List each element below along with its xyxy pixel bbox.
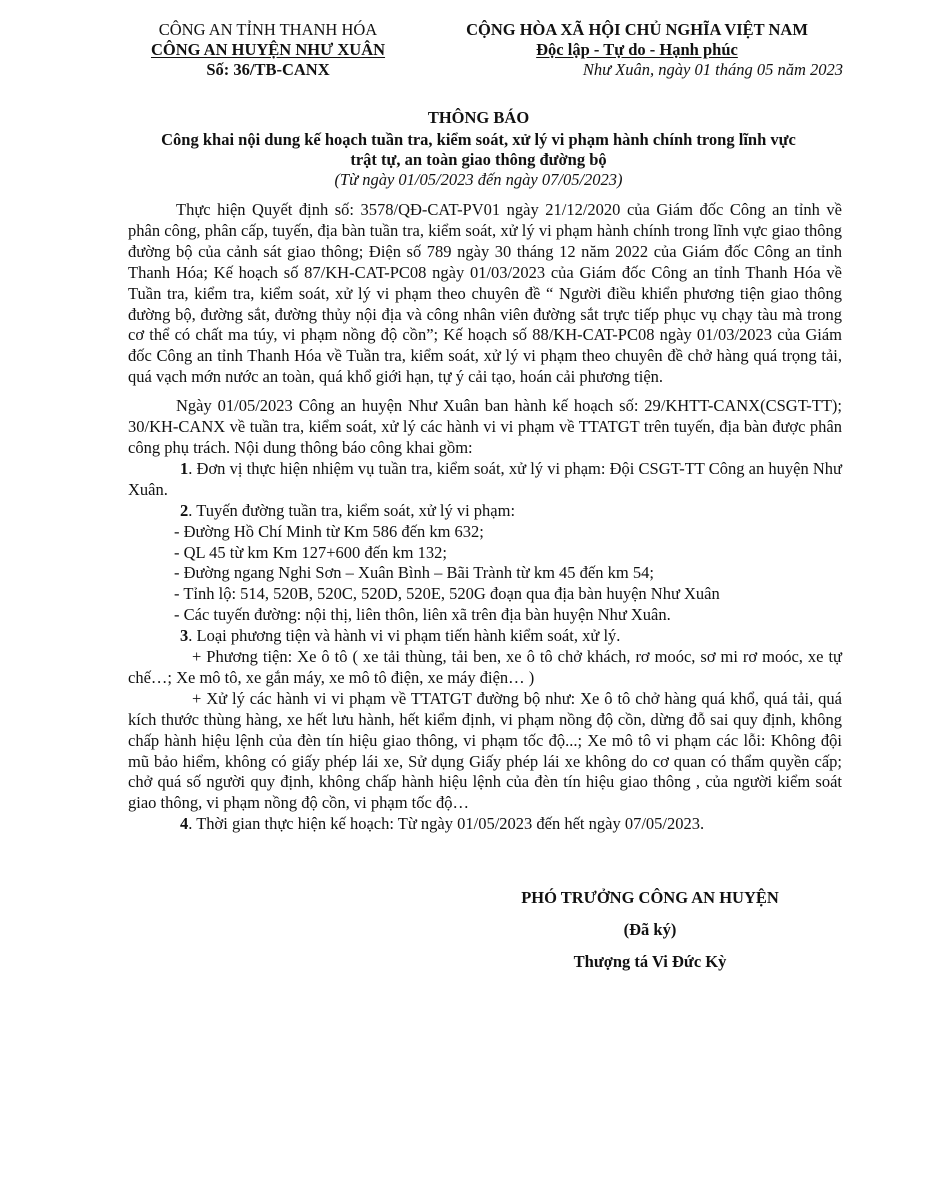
title-period: (Từ ngày 01/05/2023 đến ngày 07/05/2023) [334, 170, 623, 189]
route-item: - Đường ngang Nghi Sơn – Xuân Bình – Bãi Trành từ km 45 đến km 54; [174, 563, 654, 583]
item-1-number: 1 [180, 458, 189, 478]
item-1-text: . Đơn vị thực hiện nhiệm vụ tuần tra, kiểm soát, xử lý vi phạm: Đội CSGT-TT Công an huyện Như Xuân. [128, 458, 842, 499]
route-item: - Tỉnh lộ: 514, 520B, 520C, 520D, 520E, 520G đoạn qua địa bàn huyện Như Xuân [174, 584, 720, 604]
item-3 [128, 626, 842, 647]
item-4 [128, 814, 842, 835]
violation-types: + Xử lý các hành vi vi phạm về TTATGT đường bộ như: Xe ô tô chở hàng quá khổ, quá tải, quá kích thước thùng hàng, xe hết lưu hành, hết kiểm định, vi phạm nồng độ cồn, dừng đỗ sai quy định, không chấp hành hiệu lệnh của đèn tín hiệu giao thông, vi phạm tốc độ...; Xe mô tô vi phạm các lỗi: Không đội mũ bảo hiểm, không có giấy phép lái xe, Sử dụng Giấy phép lái xe không do cơ quan có thẩm quyền cấp; chở quá số người quy định, không chấp hành hiệu lệnh của đèn tín hiệu giao thông , của người kiểm soát giao thông, vi phạm nồng độ cồn, vi phạm tốc độ… [128, 688, 842, 813]
document-body [128, 200, 842, 835]
title-block [110, 108, 847, 190]
item-4-text: . Thời gian thực hiện kế hoạch: Từ ngày 01/05/2023 đến hết ngày 07/05/2023. [188, 814, 705, 834]
issuer-parent: CÔNG AN TỈNH THANH HÓA [158, 20, 378, 39]
item-2-text: . Tuyến đường tuần tra, kiểm soát, xử lý vi phạm: [188, 500, 516, 520]
paragraph-plan-issue: Ngày 01/05/2023 Công an huyện Như Xuân ban hành kế hoạch số: 29/KHTT-CANX(CSGT-TT); 30/KH-CANX về tuần tra, kiểm soát, xử lý các hành vi vi phạm về TTATGT trên tuyến, địa bàn được phân công phụ trách. Nội dung thông báo công khai gồm: [128, 396, 842, 457]
document-header [118, 20, 847, 86]
signature-block [500, 884, 800, 980]
signed-note: (Đã ký) [623, 920, 677, 939]
paragraph-legal-basis: Thực hiện Quyết định số: 3578/QĐ-CAT-PV01 ngày 21/12/2020 của Giám đốc Công an tỉnh về phân công, phân cấp, tuyến, địa bàn tuần tra, kiểm soát, xử lý vi phạm hành chính trong lĩnh vực giao thông đường bộ của cảnh sát giao thông; Điện số 789 ngày 30 tháng 12 năm 2022 của Giám đốc Công an tỉnh Thanh Hóa; Kế hoạch số 87/KH-CAT-PC08 ngày 01/03/2023 của Giám đốc Công an tỉnh Thanh Hóa về Tuần tra, kiểm tra, kiểm soát, xử lý vi phạm theo chuyên đề “ Người điều khiển phương tiện giao thông đường bộ, đường sắt, đường thủy nội địa và công nhân viên đường sắt trực tiếp phục vụ chạy tàu mà trong cơ thể có chất ma túy, vi phạm nồng độ cồn”; Kế hoạch số 88/KH-CAT-PC08 ngày 01/03/2023 của Giám đốc Công an tỉnh Thanh Hóa về Tuần tra, kiểm soát, xử lý vi phạm theo chuyên đề chở hàng quá trọng tải, quá vạch mớn nước an toàn, quá khổ giới hạn, tự ý cải tạo, hoán cải phương tiện. [128, 200, 842, 387]
route-item: - Các tuyến đường: nội thị, liên thôn, liên xã trên địa bàn huyện Như Xuân. [174, 605, 671, 625]
motto: Độc lập - Tự do - Hạnh phúc [536, 40, 738, 59]
item-2 [128, 501, 842, 522]
document-number: Số: 36/TB-CANX [206, 60, 330, 79]
title-subject-line1: Công khai nội dung kế hoạch tuần tra, kiểm soát, xử lý vi phạm hành chính trong lĩnh vực [161, 130, 796, 149]
national-motto-block [427, 20, 847, 80]
item-3-text: . Loại phương tiện và hành vi vi phạm tiến hành kiểm soát, xử lý. [188, 626, 621, 646]
title-subject-line2: trật tự, an toàn giao thông đường bộ [350, 150, 607, 169]
issuer-block [118, 20, 418, 80]
country-name: CỘNG HÒA XÃ HỘI CHỦ NGHĨA VIỆT NAM [466, 20, 808, 39]
signer-name: Thượng tá Vi Đức Kỳ [573, 952, 727, 971]
item-3-number: 3 [180, 626, 189, 646]
item-4-number: 4 [180, 814, 189, 834]
route-item: - Đường Hồ Chí Minh từ Km 586 đến km 632; [174, 521, 484, 541]
item-1 [128, 459, 842, 501]
vehicle-types: + Phương tiện: Xe ô tô ( xe tải thùng, tải ben, xe ô tô chở khách, rơ moóc, sơ mi rơ moóc, xe tự chế…; Xe mô tô, xe gắn máy, xe mô tô điện, xe máy điện… ) [128, 647, 842, 687]
document-title: THÔNG BÁO [427, 108, 530, 127]
signer-position: PHÓ TRƯỞNG CÔNG AN HUYỆN [521, 888, 779, 907]
route-item: - QL 45 từ km Km 127+600 đến km 132; [174, 542, 447, 562]
item-2-number: 2 [180, 500, 189, 520]
issue-date: Như Xuân, ngày 01 tháng 05 năm 2023 [582, 60, 843, 79]
issuer-unit: CÔNG AN HUYỆN NHƯ XUÂN [150, 40, 386, 59]
